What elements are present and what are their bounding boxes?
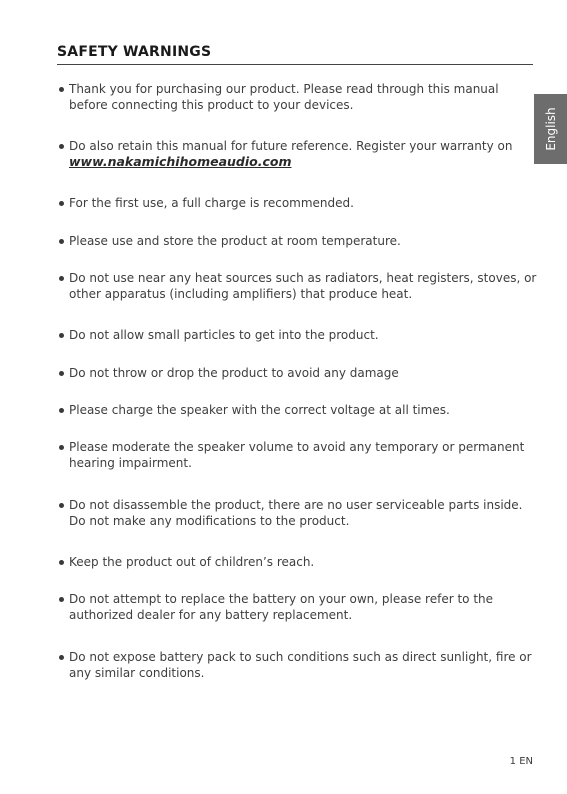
warning-item xyxy=(57,554,537,570)
warning-text: For the first use, a full charge is recommended. xyxy=(69,196,354,210)
bullet-icon xyxy=(59,333,64,338)
bullet-icon xyxy=(59,201,64,206)
bullet-icon xyxy=(59,503,64,508)
language-tab-label: English xyxy=(543,107,558,151)
warning-item xyxy=(57,591,537,623)
page-title: SAFETY WARNINGS xyxy=(57,44,212,60)
bullet-icon xyxy=(59,445,64,450)
bullet-icon xyxy=(59,597,64,602)
warning-text: Please moderate the speaker volume to avoid any temporary or permanent hearing impairment. xyxy=(69,440,525,470)
warranty-link[interactable]: www.nakamichihomeaudio.com xyxy=(69,154,292,169)
warning-text: Do not use near any heat sources such as radiators, heat registers, stoves, or other apparatus (including amplifiers) that produce heat. xyxy=(69,271,537,301)
bullet-icon xyxy=(59,239,64,244)
warning-item xyxy=(57,138,537,170)
warning-text: Please charge the speaker with the correct voltage at all times. xyxy=(69,403,450,417)
warning-text: Do not attempt to replace the battery on your own, please refer to the authorized dealer for any battery replacement. xyxy=(69,592,494,622)
bullet-icon xyxy=(59,560,64,565)
bullet-icon xyxy=(59,87,64,92)
warning-text: Do also retain this manual for future reference. Register your warranty on xyxy=(69,139,513,153)
warning-text: Do not throw or drop the product to avoid any damage xyxy=(69,366,399,380)
warning-item xyxy=(57,649,537,681)
bullet-icon xyxy=(59,655,64,660)
warning-item xyxy=(57,439,537,471)
bullet-icon xyxy=(59,276,64,281)
warning-item xyxy=(57,81,537,113)
bullet-icon xyxy=(59,371,64,376)
warning-text: Keep the product out of children’s reach. xyxy=(69,555,315,569)
warning-item xyxy=(57,497,537,529)
warning-item xyxy=(57,402,537,418)
bullet-icon xyxy=(59,144,64,149)
warning-text: Do not expose battery pack to such conditions such as direct sunlight, fire or any similar conditions. xyxy=(69,650,532,680)
warning-item xyxy=(57,270,537,302)
page-number: 1 EN xyxy=(509,756,533,767)
warning-text: Thank you for purchasing our product. Please read through this manual before connecting this product to your devices. xyxy=(69,82,499,112)
warning-item xyxy=(57,327,537,343)
warning-text: Do not allow small particles to get into the product. xyxy=(69,328,379,342)
warning-text: Please use and store the product at room temperature. xyxy=(69,234,401,248)
warning-text: Do not disassemble the product, there are no user serviceable parts inside. Do not make any modifications to the product. xyxy=(69,498,523,528)
warning-item xyxy=(57,195,537,211)
warning-item xyxy=(57,365,537,381)
bullet-icon xyxy=(59,408,64,413)
warning-item xyxy=(57,233,537,249)
